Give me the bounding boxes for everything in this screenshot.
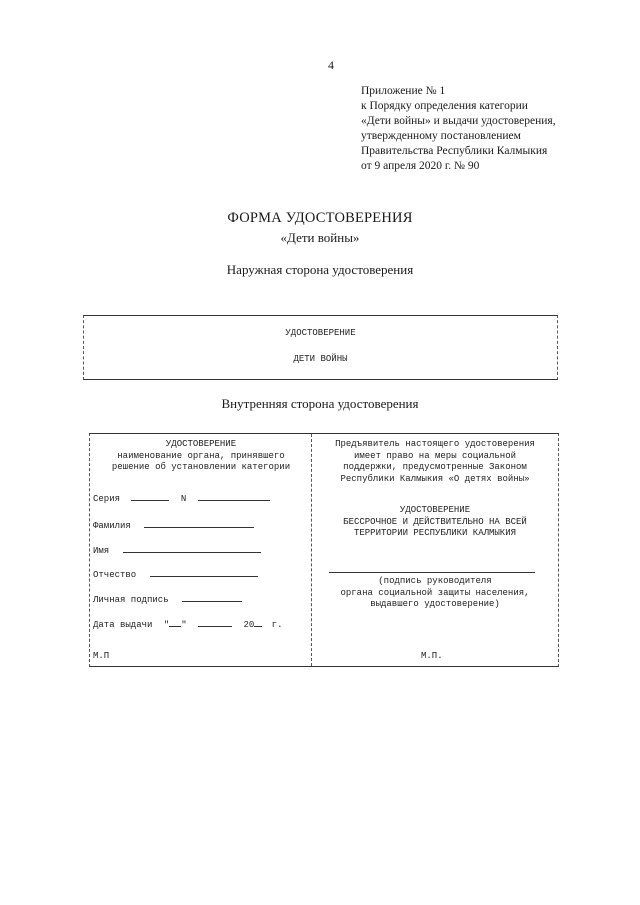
series-label: Серия	[93, 494, 121, 504]
name-field	[93, 543, 261, 556]
inner-side-box	[89, 433, 559, 667]
issue-year-suffix: г.	[271, 620, 283, 630]
validity-line: БЕССРОЧНОЕ И ДЕЙСТВИТЕЛЬНО НА ВСЕЙ	[343, 516, 527, 527]
outer-certificate-category: ДЕТИ ВОЙНЫ	[293, 354, 348, 364]
signature-caption-line: органа социальной защиты населения,	[340, 587, 530, 598]
validity-line: ТЕРРИТОРИИ РЕСПУБЛИКИ КАЛМЫКИЯ	[353, 528, 517, 538]
right-title: УДОСТОВЕРЕНИЕ	[399, 505, 471, 515]
signature-caption-line: (подпись руководителя	[378, 576, 492, 586]
issue-date-quote: "	[181, 620, 187, 630]
outer-side-box	[83, 315, 558, 380]
appendix-line: к Порядку определения категории	[361, 100, 528, 112]
right-stamp-place: М.П.	[421, 651, 443, 661]
number-blank	[198, 491, 270, 501]
appendix-line: утвержденному постановлением	[361, 130, 521, 142]
issue-year-prefix: 20	[243, 620, 255, 630]
signature-label: Личная подпись	[93, 595, 169, 605]
number-label: N	[180, 494, 187, 504]
issue-year-blank	[254, 617, 262, 627]
name-label: Имя	[93, 546, 110, 556]
issue-date-label: Дата выдачи	[93, 620, 153, 630]
patronymic-field	[93, 567, 258, 580]
issue-date-field	[93, 617, 282, 630]
left-subtitle-line: решение об установлении категории	[111, 462, 291, 472]
signature-field	[93, 592, 242, 605]
surname-label: Фамилия	[93, 521, 131, 531]
page-number: 4	[328, 58, 334, 72]
issue-day-blank	[169, 617, 181, 627]
outer-certificate-title: УДОСТОВЕРЕНИЕ	[285, 328, 356, 338]
inner-side-heading: Внутренняя сторона удостоверения	[221, 396, 419, 411]
rights-text-line: имеет право на меры социальной	[353, 450, 517, 461]
left-stamp-place: М.П	[93, 651, 110, 661]
signature-blank	[182, 592, 242, 602]
issue-month-blank	[198, 617, 232, 627]
left-title: УДОСТОВЕРЕНИЕ	[165, 439, 237, 449]
inner-right-panel	[314, 439, 556, 661]
appendix-reference	[361, 84, 556, 174]
rights-text-line: поддержки, предусмотренные Законом	[343, 462, 527, 472]
issue-date-quote: "	[163, 620, 170, 630]
patronymic-blank	[150, 567, 258, 577]
series-blank	[131, 491, 169, 501]
left-subtitle-line: наименование органа, принявшего	[117, 450, 285, 461]
appendix-line: от 9 апреля 2020 г. № 90	[361, 160, 480, 172]
head-signature-caption	[314, 576, 556, 611]
form-subtitle: «Дети войны»	[280, 230, 360, 245]
appendix-line: «Дети войны» и выдачи удостоверения,	[361, 115, 556, 127]
appendix-line: Правительства Республики Калмыкия	[361, 145, 548, 157]
rights-text-line: Республики Калмыкия «О детях войны»	[340, 473, 530, 484]
name-blank	[123, 543, 261, 553]
rights-text-line: Предъявитель настоящего удостоверения	[335, 439, 535, 449]
head-signature-line	[329, 572, 535, 573]
signature-caption-line: выдавшего удостоверение)	[370, 599, 500, 609]
surname-field	[93, 518, 254, 531]
form-title: ФОРМА УДОСТОВЕРЕНИЯ	[227, 210, 413, 226]
patronymic-label: Отчество	[93, 570, 137, 580]
column-divider	[311, 434, 312, 666]
appendix-line: Приложение № 1	[361, 85, 446, 97]
surname-blank	[144, 518, 254, 528]
inner-left-panel	[93, 439, 309, 661]
series-field	[93, 491, 270, 504]
outer-side-heading: Наружная сторона удостоверения	[226, 262, 414, 277]
